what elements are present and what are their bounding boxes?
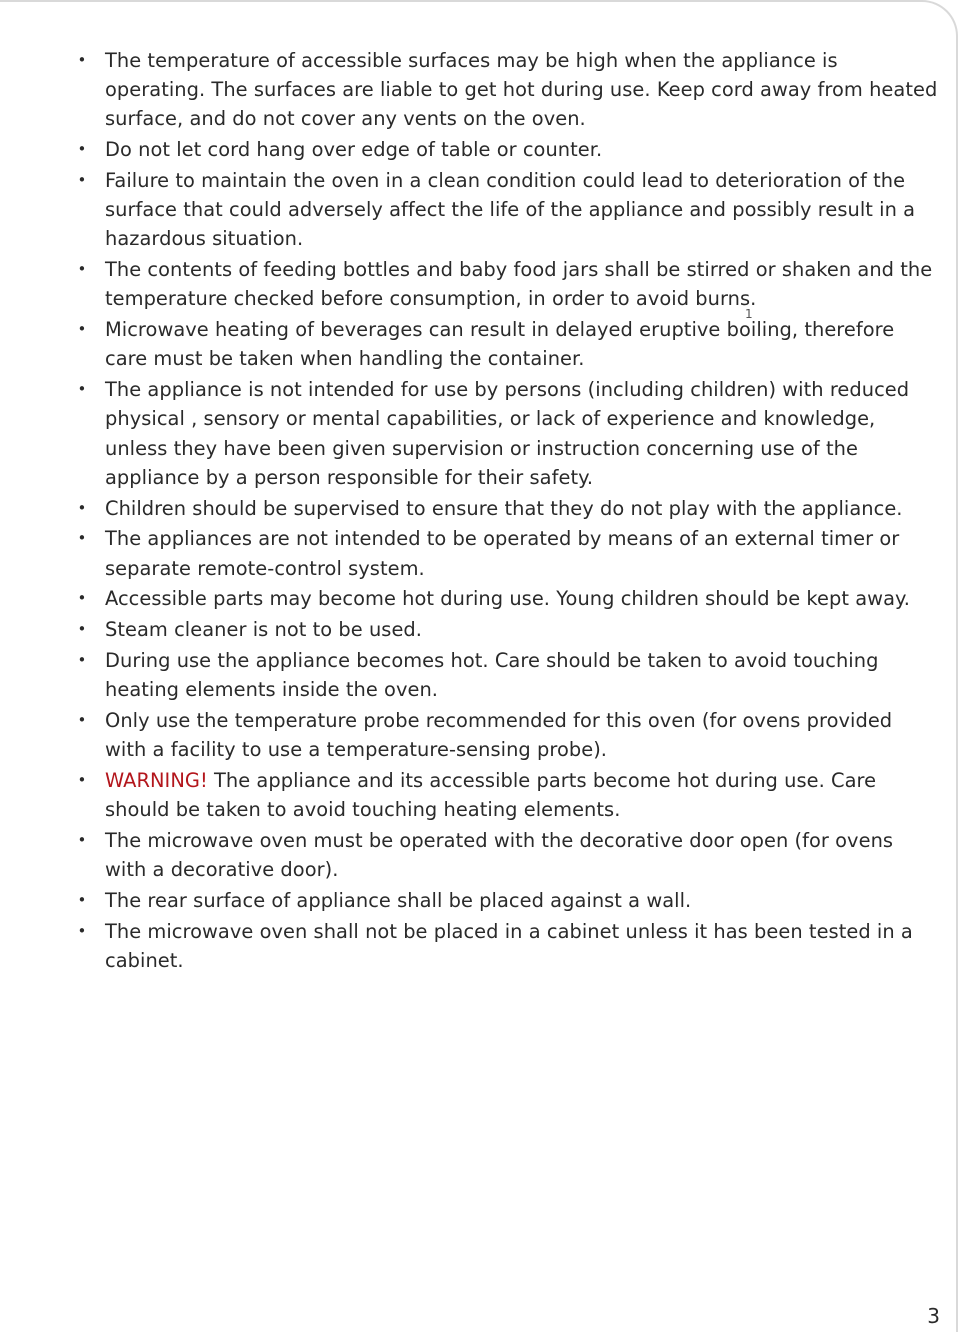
list-item-text: The temperature of accessible surfaces may be high when the appliance is operating. The surfaces are liable to get hot during use. Keep cord away from heated surface, and do not cover any vents on the oven. — [105, 49, 938, 131]
list-item — [76, 584, 938, 613]
list-item-text: Children should be supervised to ensure that they do not play with the appliance. — [105, 496, 903, 520]
list-item — [76, 886, 938, 915]
bullet-icon: • — [77, 380, 87, 399]
list-item — [76, 917, 938, 975]
warning-label: WARNING! — [105, 769, 208, 792]
list-item-text: The microwave oven must be operated with the decorative door open (for ovens with a decorative door). — [105, 829, 894, 882]
bullet-icon: • — [77, 831, 87, 849]
safety-instructions-list — [76, 46, 938, 975]
bullet-icon: • — [77, 620, 87, 639]
list-item — [76, 315, 938, 373]
footnote-mark: 1 — [745, 307, 753, 321]
list-item — [76, 46, 938, 134]
list-item-text: Failure to maintain the oven in a clean condition could lead to deterioration of the surface that could adversely affect the life of the appliance and possibly result in a hazardous situation. — [105, 169, 916, 251]
bullet-icon: • — [77, 711, 87, 729]
bullet-icon: • — [77, 140, 87, 159]
list-item — [76, 615, 938, 644]
bullet-icon: • — [77, 320, 87, 339]
bullet-icon: • — [77, 529, 87, 548]
list-item-text: Only use the temperature probe recommended for this oven (for ovens provided with a facility to use a temperature-sensing probe). — [105, 709, 893, 762]
list-item-text: Accessible parts may become hot during use. Young children should be kept away. — [105, 587, 910, 611]
bullet-icon: • — [77, 921, 87, 940]
list-item-text: Steam cleaner is not to be used. — [105, 618, 422, 642]
list-item-text: Do not let cord hang over edge of table or counter. — [105, 138, 603, 162]
list-item — [76, 375, 938, 492]
list-item — [76, 166, 938, 254]
list-item — [76, 646, 938, 704]
list-item — [76, 706, 938, 764]
list-item — [76, 135, 938, 164]
list-item-text: The rear surface of appliance shall be placed against a wall. — [105, 889, 692, 912]
bullet-icon: • — [77, 260, 87, 279]
list-item-text: The appliances are not intended to be operated by means of an external timer or separate remote-control system. — [105, 527, 900, 580]
list-item-text: The contents of feeding bottles and baby food jars shall be stirred or shaken and the temperature checked before consumption, in order to avoid burns. — [105, 258, 933, 311]
list-item — [76, 524, 938, 582]
list-item — [76, 826, 938, 884]
bullet-icon: • — [77, 51, 87, 69]
list-item-text: During use the appliance becomes hot. Care should be taken to avoid touching heating elements inside the oven. — [105, 649, 879, 702]
bullet-icon: • — [77, 171, 87, 189]
list-item — [76, 255, 938, 313]
list-item-text: The appliance and its accessible parts become hot during use. Care should be taken to avoid touching heating elements. — [105, 769, 877, 822]
list-item-text: The microwave oven shall not be placed in a cabinet unless it has been tested in a cabinet. — [105, 919, 913, 972]
list-item — [76, 494, 938, 523]
bullet-icon: • — [77, 771, 87, 789]
bullet-icon: • — [77, 498, 87, 517]
document-body — [76, 46, 938, 977]
list-item-text: Microwave heating of beverages can result in delayed eruptive boiling, therefore care must be taken when handling the container. — [105, 318, 895, 371]
page-number: 3 — [927, 1304, 940, 1328]
list-item — [76, 766, 938, 824]
bullet-icon: • — [77, 589, 87, 608]
bullet-icon: • — [77, 651, 87, 669]
bullet-icon: • — [77, 891, 87, 909]
list-item-text: The appliance is not intended for use by persons (including children) with reduced physical , sensory or mental capabilities, or lack of experience and knowledge, unless they have been given supervision or instruction concerning use of the appliance by a person responsible for their safety. — [105, 378, 910, 489]
